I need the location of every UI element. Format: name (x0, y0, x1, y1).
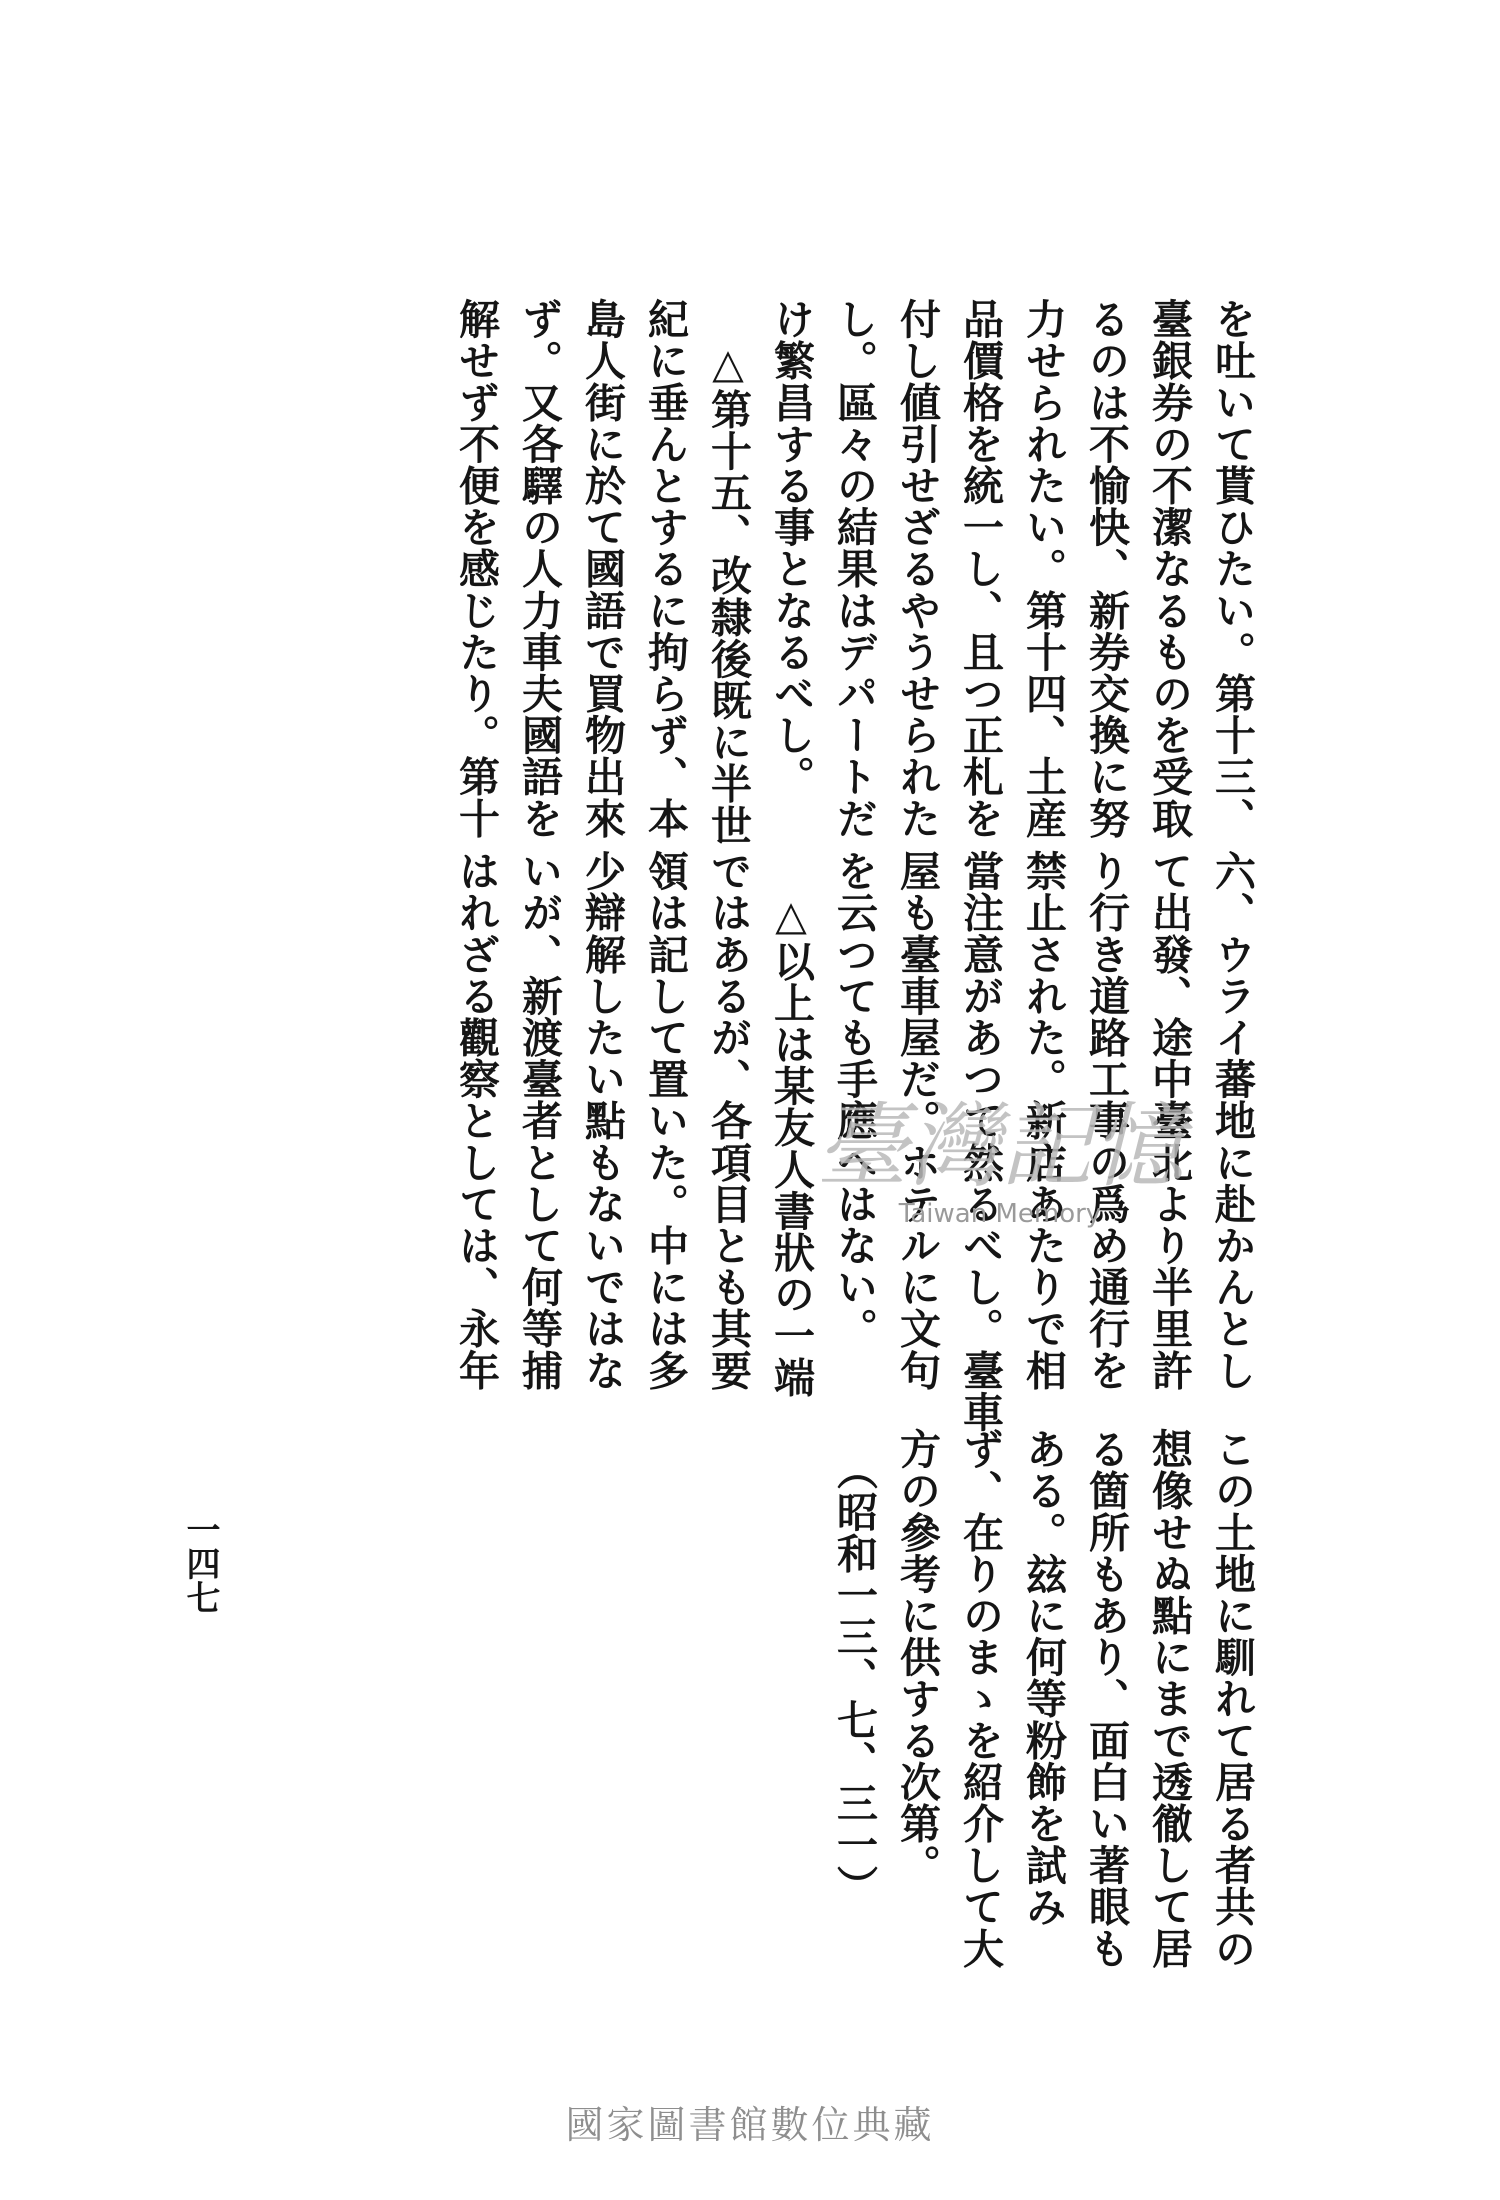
text-column: 禁止された。新店あたりで相 (1019, 850, 1067, 1391)
text-column: （昭和一三、七、三一） (830, 1428, 878, 1907)
text-column: 六、ウライ蕃地に赴かんとし (1208, 850, 1256, 1391)
text-column: ある。玆に何等粉飾を試み (1019, 1428, 1067, 1928)
watermark-subtitle: Taiwan Memory (898, 1199, 1102, 1229)
text-column: 少辯解したい點もないではな (578, 850, 626, 1391)
text-column: 方の參考に供する次第。 (893, 1428, 941, 1886)
text-column: はれざる觀察としては、永年 (452, 850, 500, 1391)
text-column: 力せられたい。第十四、土産 (1019, 298, 1067, 839)
text-column: 紀に垂んとするに拘らず、本 (641, 298, 689, 839)
text-column: 島人街に於て國語で買物出來 (578, 298, 626, 839)
text-column: け繁昌する事となるべし。 (767, 298, 815, 798)
text-column: るのは不愉快、新券交換に努 (1082, 298, 1130, 839)
text-column: る箇所もあり、面白い著眼も (1082, 1428, 1130, 1969)
text-block-middle (444, 850, 1263, 1433)
text-column: を吐いて貰ひたい。第十三、 (1208, 298, 1256, 839)
text-column: 付し値引せざるやうせられた (893, 298, 941, 839)
text-column: り行き道路工事の爲め通行を (1082, 850, 1130, 1391)
text-column: この土地に馴れて居る者共の (1208, 1428, 1256, 1969)
page-number: 一四七 (180, 1512, 220, 1614)
text-block-top (444, 298, 1263, 846)
text-column: 解せず不便を感じたり。第十 (452, 298, 500, 839)
text-column: △以上は某友人書狀の一端 (767, 850, 815, 1398)
text-column: ず。又各驛の人力車夫國語を (515, 298, 563, 839)
source-label: 國家圖書館數位典藏 (565, 2103, 935, 2147)
watermark-text: 臺灣記憶 (815, 1093, 1185, 1200)
text-column: し。區々の結果はデパートだ (830, 298, 878, 839)
text-column: て出發、途中臺北より半里許 (1145, 850, 1193, 1391)
text-column: ず、在りのまゝを紹介して大 (956, 1428, 1004, 1969)
text-column: 當注意があつて然るべし。臺車 (956, 850, 1004, 1433)
text-column: 臺銀券の不潔なるものを受取 (1145, 298, 1193, 839)
text-column: 想像せぬ點にまで透徹して居 (1145, 1428, 1193, 1969)
text-column: いが、新渡臺者として何等捕 (515, 850, 563, 1391)
text-column: 品價格を統一し、且つ正札を (956, 298, 1004, 839)
text-column: △第十五、改隸後既に半世 (704, 298, 752, 846)
text-column: 領は記して置いた。中には多 (641, 850, 689, 1391)
text-column: を云つても手應へはない。 (830, 850, 878, 1350)
text-column: 屋も臺車屋だ。ホテルに文句 (893, 850, 941, 1391)
text-column: ではあるが、各項目とも其要 (704, 850, 752, 1391)
text-block-bottom (822, 1428, 1263, 1969)
